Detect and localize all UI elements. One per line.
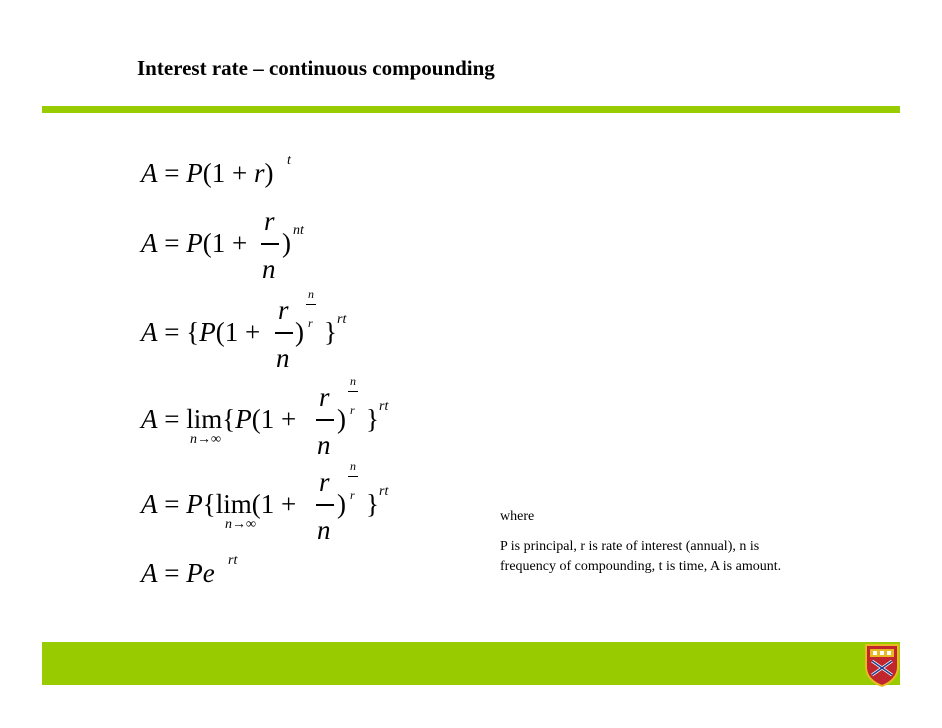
equation-n-compounding: A = P(1 + r n ) nt	[141, 206, 304, 284]
note-line-1: P is principal, r is rate of interest (annual), n is	[500, 539, 760, 554]
equation-regrouped: A = {P(1 + r n ) n r } rt	[141, 287, 347, 373]
note-where: where	[500, 509, 535, 524]
limit-subscript: n→∞	[190, 432, 221, 447]
title-divider	[42, 106, 900, 113]
exponent: nt	[293, 223, 304, 238]
equation-annual-compounding: A = P(1 + r) t	[141, 153, 291, 188]
footer-bar	[42, 642, 900, 685]
exponent: rt	[379, 399, 389, 414]
slide-title: Interest rate – continuous compounding	[137, 56, 495, 80]
equation-continuous: A = Pe rt	[141, 553, 238, 588]
exponent: t	[287, 153, 291, 168]
exponent: rt	[228, 553, 238, 568]
university-crest-icon	[864, 643, 900, 687]
limit-subscript: n→∞	[225, 517, 256, 532]
equation-limit-inner: A = P{lim(1 + n→∞ r n ) n r } rt	[141, 459, 389, 545]
exponent: rt	[337, 312, 347, 327]
note-line-2: frequency of compounding, t is time, A is amount.	[500, 559, 782, 574]
equation-limit-outer: A = lim{P(1 + n→∞ r n ) n r } rt	[141, 374, 389, 460]
fraction-bar	[261, 243, 279, 245]
fraction-numerator: r	[264, 206, 275, 236]
exponent: rt	[379, 484, 389, 499]
fraction-denominator: n	[262, 254, 276, 284]
